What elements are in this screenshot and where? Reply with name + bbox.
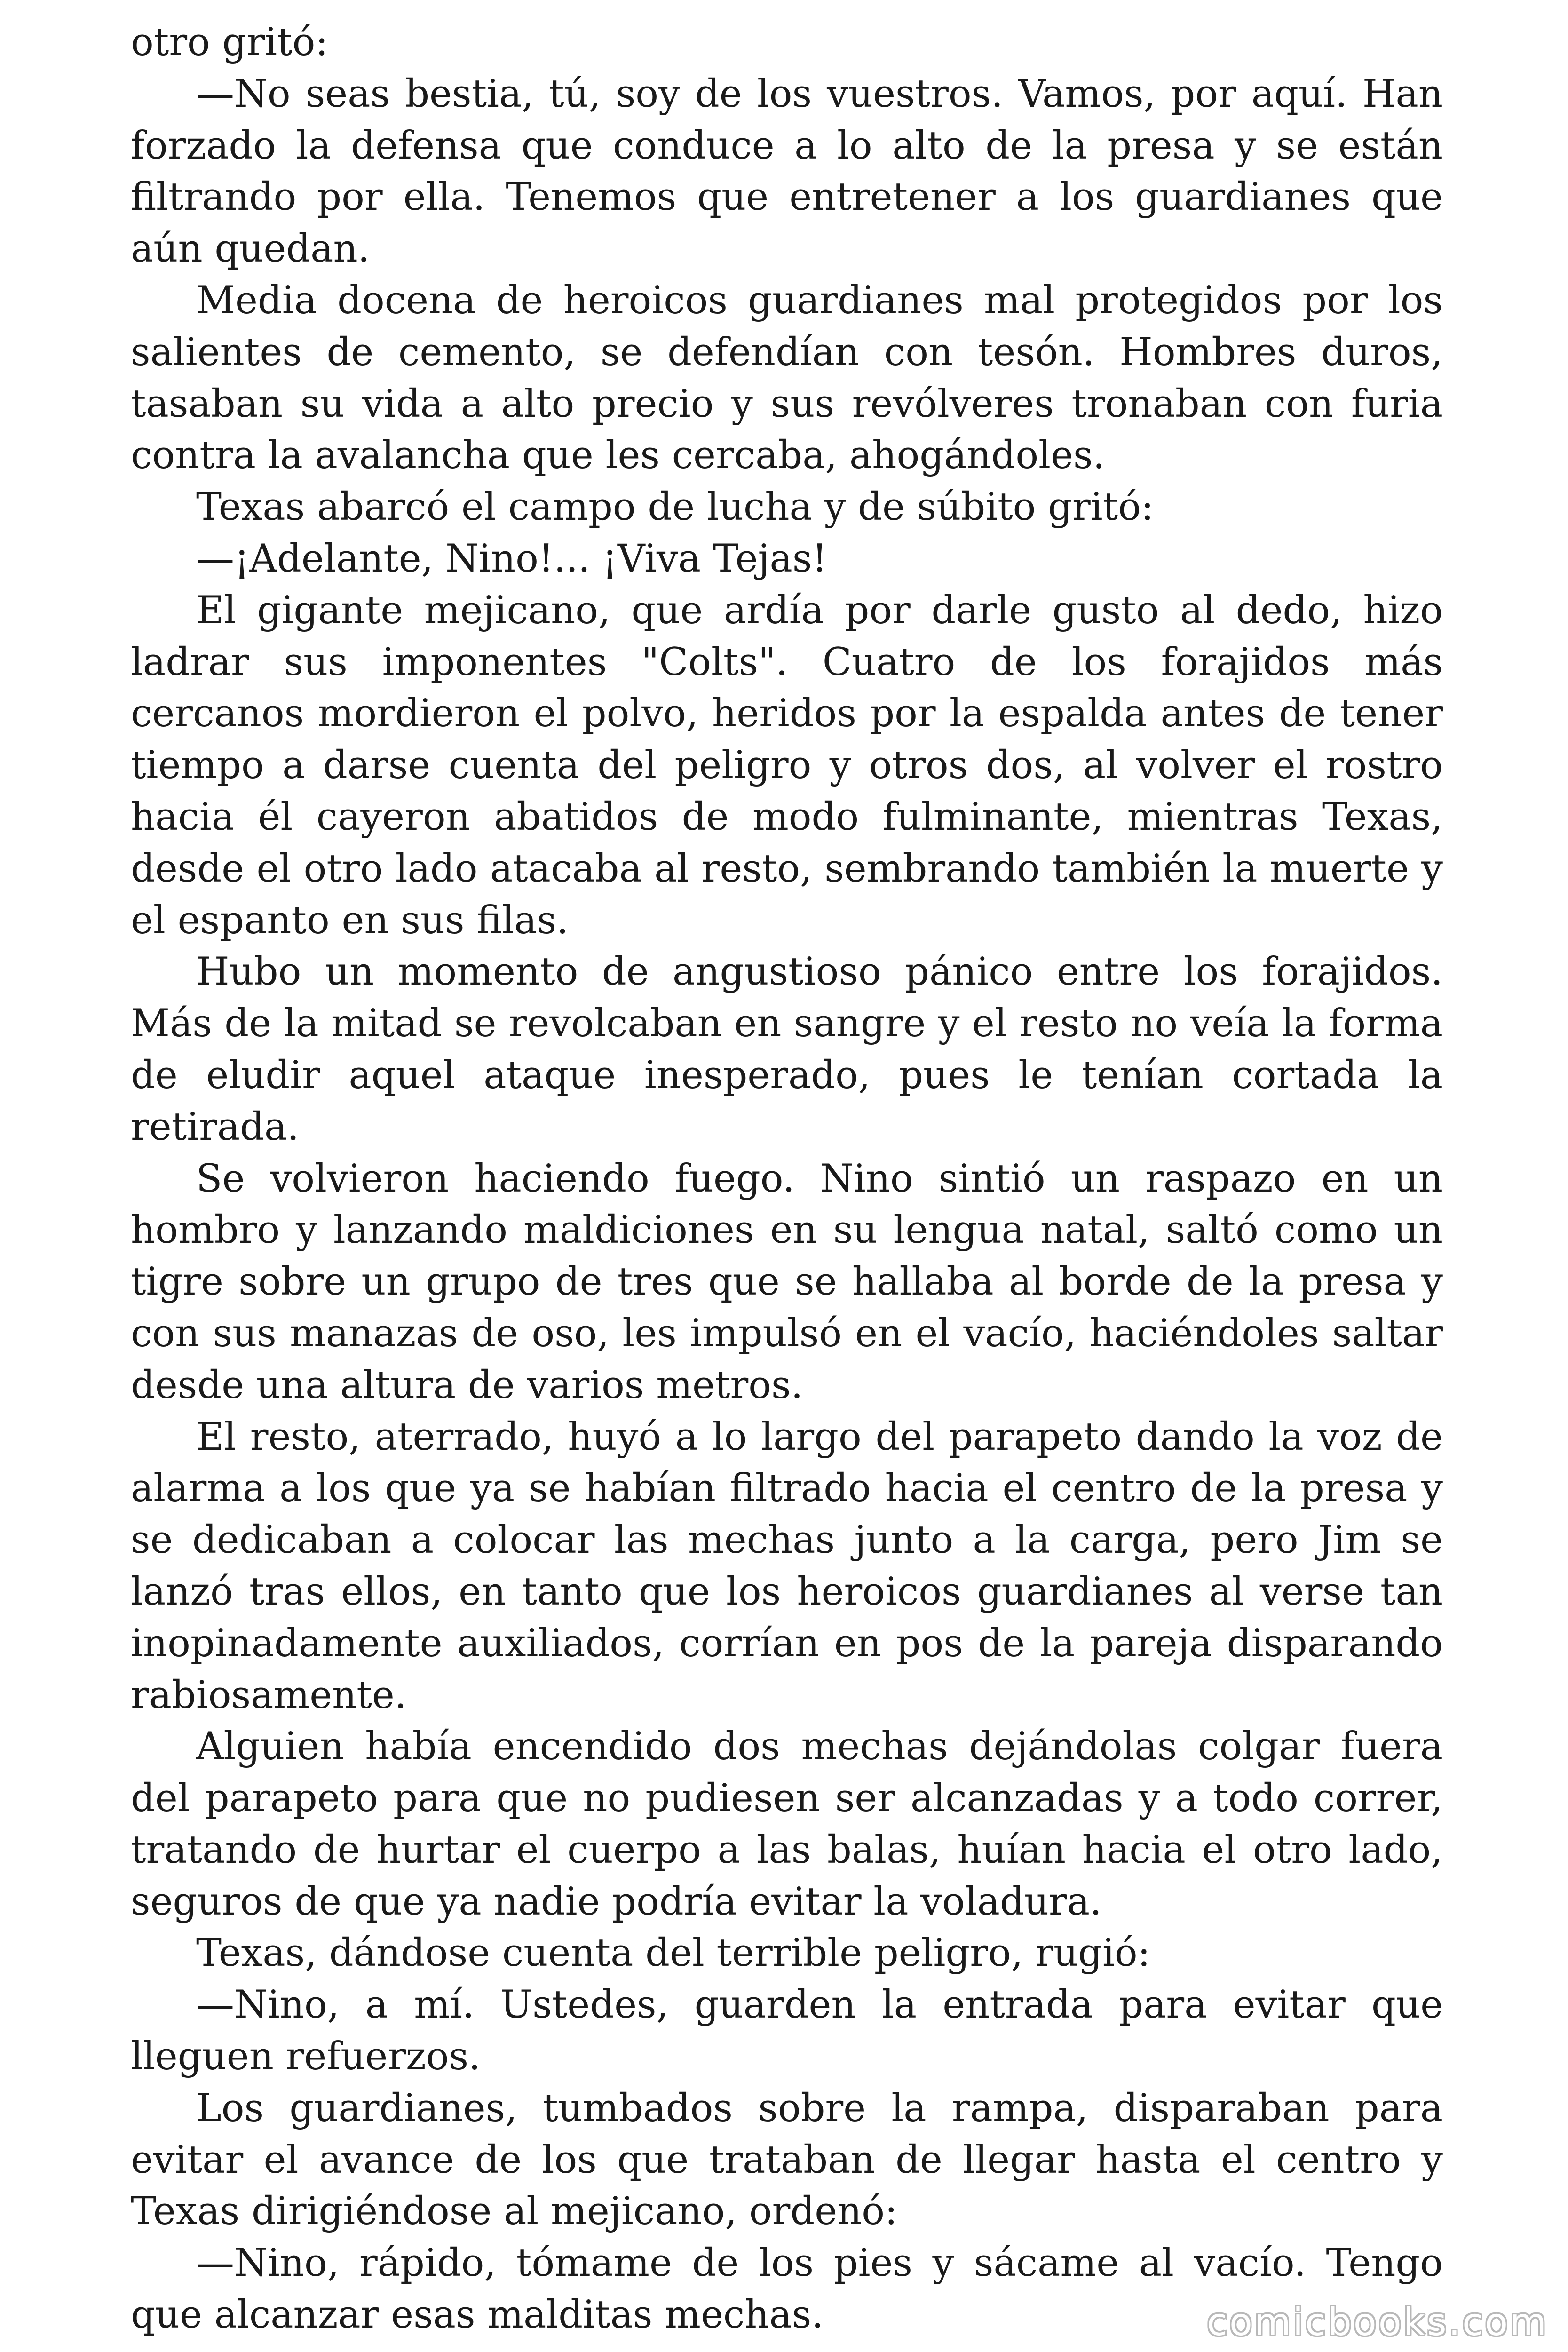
paragraph-3: Media docena de heroicos guardianes mal protegidos por los salientes de cemento, se defendían con tesón. Hombres duros, tasaban su vida a alto precio y sus revólveres tronaban con furia contra la avalancha que les cercaba, ahogándoles. (131, 278, 1443, 478)
paragraph-6: El gigante mejicano, que ardía por darle gusto al dedo, hizo ladrar sus imponentes "Colts". Cuatro de los forajidos más cercanos mordieron el polvo, heridos por la espalda antes de tener tiempo a darse cuenta del peligro y otros dos, al volver el rostro hacia él cayeron abatidos de modo fulminante, mientras Texas, desde el otro lado atacaba al resto, sembrando también la muerte y el espanto en sus filas. (131, 588, 1443, 943)
paragraph-11: Texas, dándose cuenta del terrible peligro, rugió: (196, 1931, 1150, 1976)
paragraph-8: Se volvieron haciendo fuego. Nino sintió un raspazo en un hombro y lanzando maldiciones en su lengua natal, saltó como un tigre sobre un grupo de tres que se hallaba al borde de la presa y con sus manazas de oso, les impulsó en el vacío, haciéndoles saltar desde una altura de varios metros. (131, 1156, 1443, 1407)
paragraph-13: Los guardianes, tumbados sobre la rampa, disparaban para evitar el avance de los que trataban de llegar hasta el centro y Texas dirigiéndose al mejicano, ordenó: (131, 2086, 1443, 2234)
paragraph-7: Hubo un momento de angustioso pánico entre los forajidos. Más de la mitad se revolcaban en sangre y el resto no veía la forma de eludir aquel ataque inesperado, pues le tenían cortada la retirada. (131, 950, 1443, 1149)
paragraph-2: —No seas bestia, tú, soy de los vuestros. Vamos, por aquí. Han forzado la defensa que conduce a lo alto de la presa y se están filtrando por ella. Tenemos que entretener a los guardianes que aún quedan. (131, 72, 1443, 271)
paragraph-4: Texas abarcó el campo de lucha y de súbito gritó: (196, 485, 1154, 530)
paragraph-5: —¡Adelante, Nino!... ¡Viva Tejas! (196, 536, 827, 581)
paragraph-1: otro gritó: (131, 20, 328, 64)
paragraph-10: Alguien había encendido dos mechas dejándolas colgar fuera del parapeto para que no pudiesen ser alcanzadas y a todo correr, tratando de hurtar el cuerpo a las balas, huían hacia el otro lado, seguros de que ya nadie podría evitar la voladura. (131, 1724, 1443, 1924)
paragraph-12: —Nino, a mí. Ustedes, guarden la entrada para evitar que lleguen refuerzos. (131, 1983, 1443, 2079)
paragraph-14: —Nino, rápido, tómame de los pies y sácame al vacío. Tengo que alcanzar esas malditas mechas. (131, 2241, 1443, 2337)
paragraph-9: El resto, aterrado, huyó a lo largo del parapeto dando la voz de alarma a los que ya se habían filtrado hacia el centro de la presa y se dedicaban a colocar las mechas junto a la carga, pero Jim se lanzó tras ellos, en tanto que los heroicos guardianes al verse tan inopinadamente auxiliados, corrían en pos de la pareja disparando rabiosamente. (131, 1414, 1443, 1717)
watermark-text: comicbooks.com (1206, 2300, 1548, 2344)
book-page-text (131, 17, 1443, 2341)
